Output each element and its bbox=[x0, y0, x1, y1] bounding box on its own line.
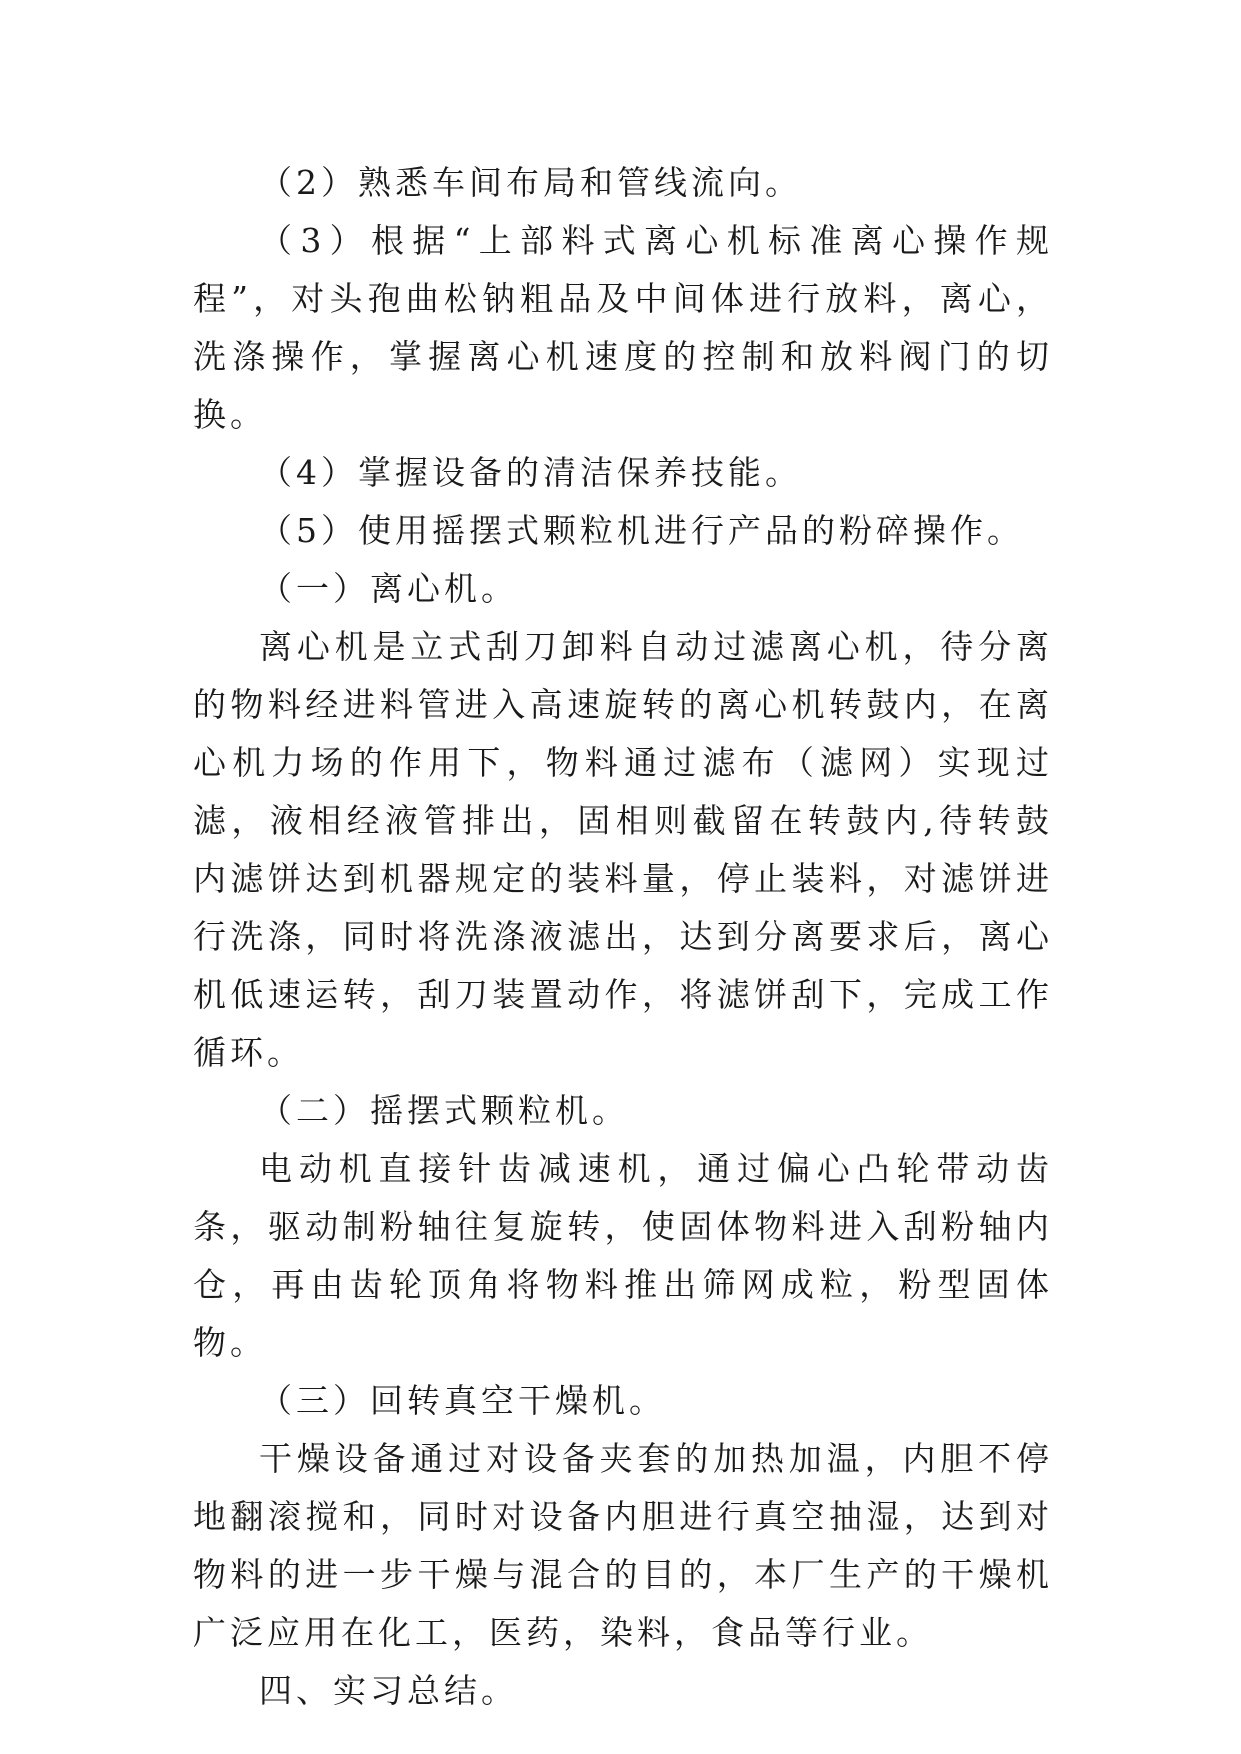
section-heading-centrifuge: （一）离心机。 bbox=[259, 569, 518, 608]
section-heading-summary: 四、实习总结。 bbox=[259, 1671, 518, 1710]
paragraph-dryer: 干燥设备通过对设备夹套的加热加温，内胆不停地翻滚搅和，同时对设备内胆进行真空抽湿，达到对物料的进一步干燥与混合的目的，本厂生产的干燥机广泛应用在化工，医药，染料，食品等行业。 bbox=[193, 1439, 1053, 1652]
paragraph-item-5: （5）使用摇摆式颗粒机进行产品的粉碎操作。 bbox=[259, 511, 1024, 550]
document-body bbox=[193, 154, 1053, 1720]
paragraph-granulator: 电动机直接针齿减速机，通过偏心凸轮带动齿条，驱动制粉轴往复旋转，使固体物料进入刮粉轴内仓，再由齿轮顶角将物料推出筛网成粒，粉型固体物。 bbox=[193, 1149, 1053, 1362]
paragraph-centrifuge: 离心机是立式刮刀卸料自动过滤离心机，待分离的物料经进料管进入高速旋转的离心机转鼓内，在离心机力场的作用下，物料通过滤布（滤网）实现过滤，液相经液管排出，固相则截留在转鼓内,待转鼓内滤饼达到机器规定的装料量，停止装料，对滤饼进行洗涤，同时将洗涤液滤出，达到分离要求后，离心机低速运转，刮刀装置动作，将滤饼刮下，完成工作循环。 bbox=[193, 627, 1053, 1072]
paragraph-item-2: （2）熟悉车间布局和管线流向。 bbox=[259, 163, 802, 202]
section-heading-dryer: （三）回转真空干燥机。 bbox=[259, 1381, 666, 1420]
section-heading-granulator: （二）摇摆式颗粒机。 bbox=[259, 1091, 629, 1130]
paragraph-item-3: （3）根据“上部料式离心机标准离心操作规程”，对头孢曲松钠粗品及中间体进行放料，离心，洗涤操作，掌握离心机速度的控制和放料阀门的切换。 bbox=[193, 221, 1053, 434]
paragraph-item-4: （4）掌握设备的清洁保养技能。 bbox=[259, 453, 802, 492]
